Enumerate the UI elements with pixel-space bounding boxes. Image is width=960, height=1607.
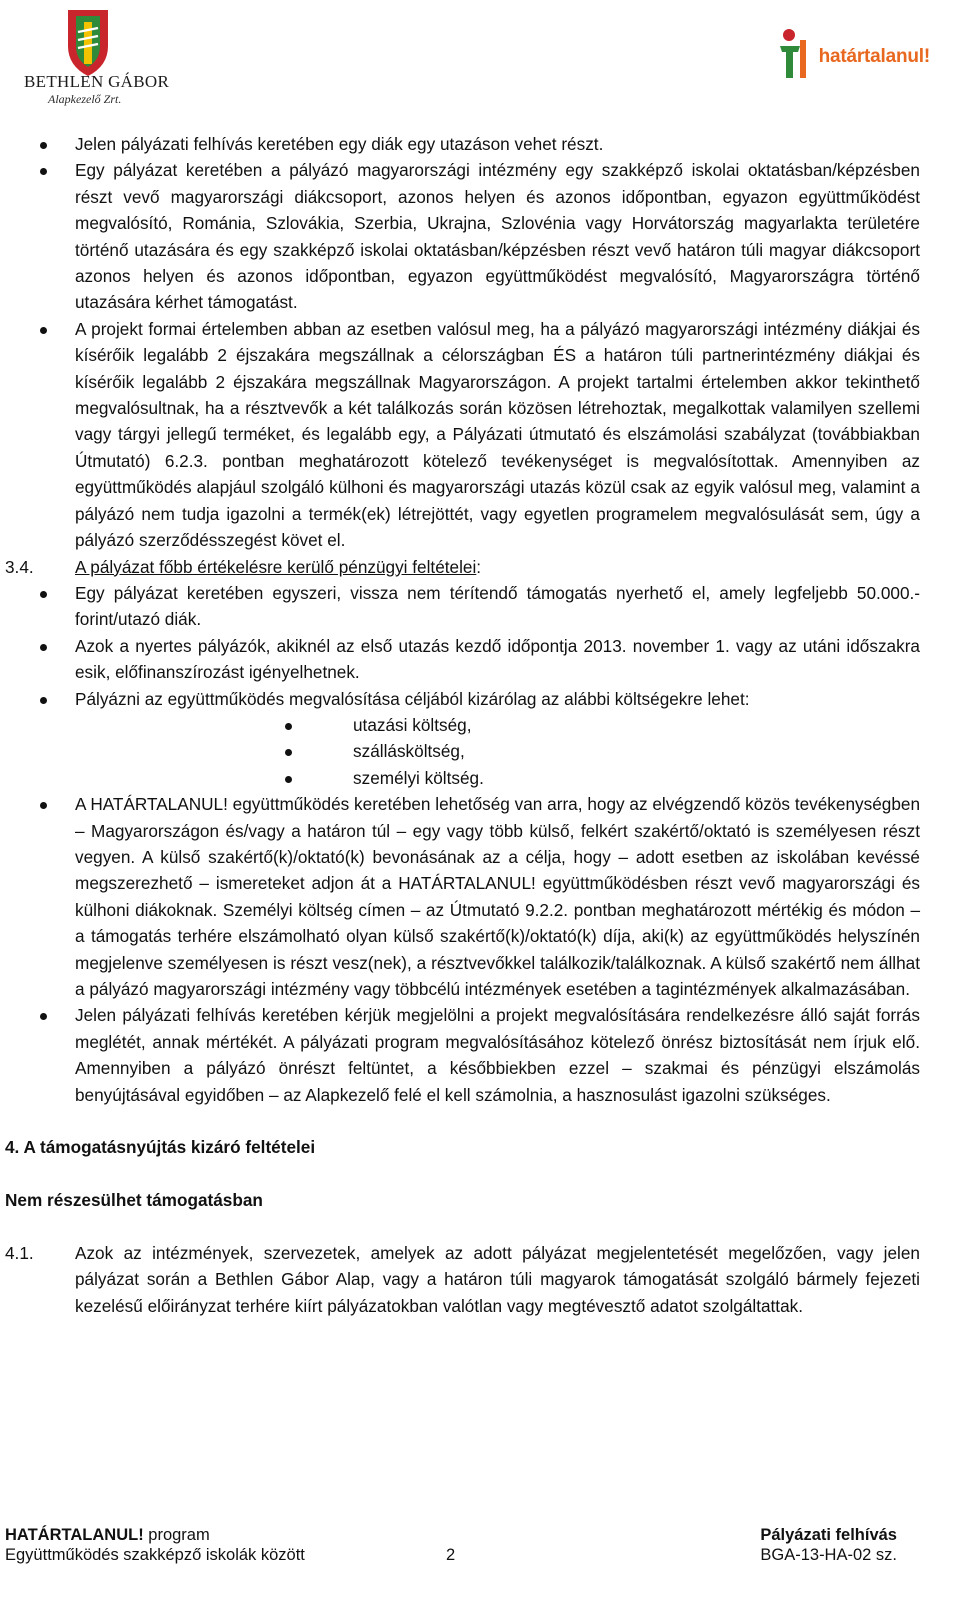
bullet-icon	[40, 142, 47, 149]
bullet-icon	[40, 697, 47, 704]
section-number: 3.4.	[5, 556, 34, 577]
bullet-icon	[40, 1013, 47, 1020]
list-item	[0, 686, 920, 712]
brand-wordmark: határtalanul!	[818, 46, 930, 67]
list-item	[0, 131, 920, 157]
paragraph: Egy pályázat keretében a pályázó magyarországi intézmény egy szakképző iskolai oktatásban/képzésben részt vevő magyarországi diákcsoport, azonos helyen és azonos időpontban, egyazon együttműködést megvalósító, Románia, Szlovákia, Szerbia, Ukrajna, Szlovénia vagy Horvátország magyarlakta területére történő utazására és egy szakképző iskolai oktatásban/képzésben részt vevő határon túli magyar diákcsoport azonos helyen és azonos időpontban, egyazon együttműködést megvalósító, Magyarországra történő utazására kérhet támogatást.	[75, 160, 920, 313]
list-item	[0, 791, 920, 1002]
section-colon: :	[476, 556, 482, 577]
bullet-icon	[40, 168, 47, 175]
paragraph: A projekt formai értelemben abban az esetben valósul meg, ha a pályázó magyarországi intézmény diákjai és kísérőik legalább 2 éjszakára megszállnak a célországban ÉS a határon túli partnerintézmény diákjai és kísérőik legalább 2 éjszakára megszállnak Magyarországon. A projekt tartalmi értelemben akkor tekinthető megvalósultnak, ha a résztvevők a két találkozás során közösen létrehoztak, megalkottak valamilyen szellemi vagy tárgyi jellegű terméket, és legalább egy, a Pályázati útmutató és elszámolási szabályzat (továbbiakban Útmutató) 6.2.3. pontban meghatározott kötelező tevékenységet is megvalósítottak. Amennyiben az együttműködés alapjául szolgáló külhoni és magyarországi utazás közül csak az egyik valósul meg, valamint a pályázó nem tudja igazolni a termék(ek) létrejöttét, vagy egyetlen programelem megvalósulását sem, úgy a pályázó szerződésszegést követ el.	[75, 318, 920, 551]
list-item	[0, 1002, 920, 1108]
section-heading-3-4	[0, 554, 920, 580]
list-item	[0, 633, 920, 686]
bullet-icon	[285, 723, 292, 730]
sub-list-item	[0, 712, 920, 738]
logo-subtitle: Alapkezelő Zrt.	[48, 92, 122, 106]
footer-doc-type: Pályázati felhívás	[760, 1526, 897, 1544]
sub-list-item	[0, 738, 920, 764]
list-item	[0, 580, 920, 633]
paragraph: Egy pályázat keretében egyszeri, vissza nem térítendő támogatás nyerhető el, amely legfeljebb 50.000.- forint/utazó diák.	[75, 582, 920, 630]
subheading: Nem részesülhet támogatásban	[5, 1190, 263, 1211]
bullet-icon	[40, 327, 47, 334]
page-number: 2	[446, 1546, 456, 1564]
bullet-icon	[285, 776, 292, 783]
bullet-icon	[285, 749, 292, 756]
footer-doc-id: BGA-13-HA-02 sz.	[760, 1546, 897, 1564]
numbered-item-4-1	[0, 1240, 920, 1319]
bullet-icon	[40, 591, 47, 598]
footer-brand: HATÁRTALANUL!	[5, 1526, 144, 1544]
paragraph: utazási költség,	[353, 714, 472, 735]
paragraph: Jelen pályázati felhívás keretében kérjük megjelölni a projekt megvalósítására rendelkezésre álló saját forrás meglétét, annak mértékét. A pályázati program megvalósításához kötelező önrész biztosítását nem írjuk elő. Amennyiben a pályázó önrészt feltüntet, a későbbiekben ezzel – szakmai és pénzügyi elszámolás benyújtásával egyidőben – az Alapkezelő felé el kell számolnia, a hasznosulást igazolni szükséges.	[75, 1005, 920, 1105]
footer-program	[5, 1525, 210, 1545]
sub-list-item	[0, 765, 920, 791]
document-body	[0, 131, 920, 1319]
section-heading-4: 4. A támogatásnyújtás kizáró feltételei	[5, 1137, 316, 1158]
footer-subtitle: Együttműködés szakképző iskolák között	[5, 1546, 305, 1564]
paragraph: szállásköltség,	[353, 741, 465, 762]
paragraph: Azok az intézmények, szervezetek, amelyek az adott pályázat megjelentetését megelőzően, vagy jelen pályázat során a Bethlen Gábor Alap, vagy a határon túli magyarok támogatását szolgáló bármely fejezeti kezelésű előirányzat terhére kiírt pályázatokban valótlan vagy megtévesztő adatot szolgáltattak.	[75, 1243, 920, 1316]
paragraph: A HATÁRTALANUL! együttműködés keretében lehetőség van arra, hogy az elvégzendő közös tevékenységben – Magyarországon és/vagy a határon túl – egy vagy több külső, felkért szakértő/oktató is személyesen részt vegyen. A külső szakértő(k)/oktató(k) bevonásának az a célja, hogy – adott esetben az iskolában kevéssé megszerezhető – ismereteket adjon át a HATÁRTALANUL! együttműködésben részt vevő magyarországi és külhoni diákoknak. Személyi költség címen – az Útmutató 9.2.2. pontban meghatározott mértékig és módon – a támogatás terhére elszámolható olyan külső szakértő(k)/oktató(k) díja, aki(k) az együttműködés helyszínén megjelenve személyesen is részt vesz(nek), a résztvevőkkel találkozik/találkoznak. A külső szakértő nem állhat a pályázó magyarországi intézmény vagy többcélú intézmények esetében a tagintézmények alkalmazásában.	[75, 794, 920, 999]
paragraph: személyi költség.	[353, 767, 484, 788]
list-item	[0, 316, 920, 554]
list-item	[0, 157, 920, 315]
footer-program-label: program	[143, 1526, 210, 1544]
paragraph: Azok a nyertes pályázók, akiknél az első utazás kezdő időpontja 2013. november 1. vagy az utáni időszakra esik, előfinanszírozást igényelhetnek.	[75, 635, 920, 683]
paragraph: Jelen pályázati felhívás keretében egy diák egy utazáson vehet részt.	[75, 134, 604, 154]
bullet-icon	[40, 802, 47, 809]
bullet-icon	[40, 644, 47, 651]
section-title: A pályázat főbb értékelésre kerülő pénzügyi feltételei	[75, 556, 477, 577]
paragraph: Pályázni az együttműködés megvalósítása céljából kizárólag az alábbi költségekre lehet:	[75, 688, 750, 709]
logo-name: BETHLEN GÁBOR	[24, 72, 170, 91]
item-number: 4.1.	[5, 1243, 34, 1264]
